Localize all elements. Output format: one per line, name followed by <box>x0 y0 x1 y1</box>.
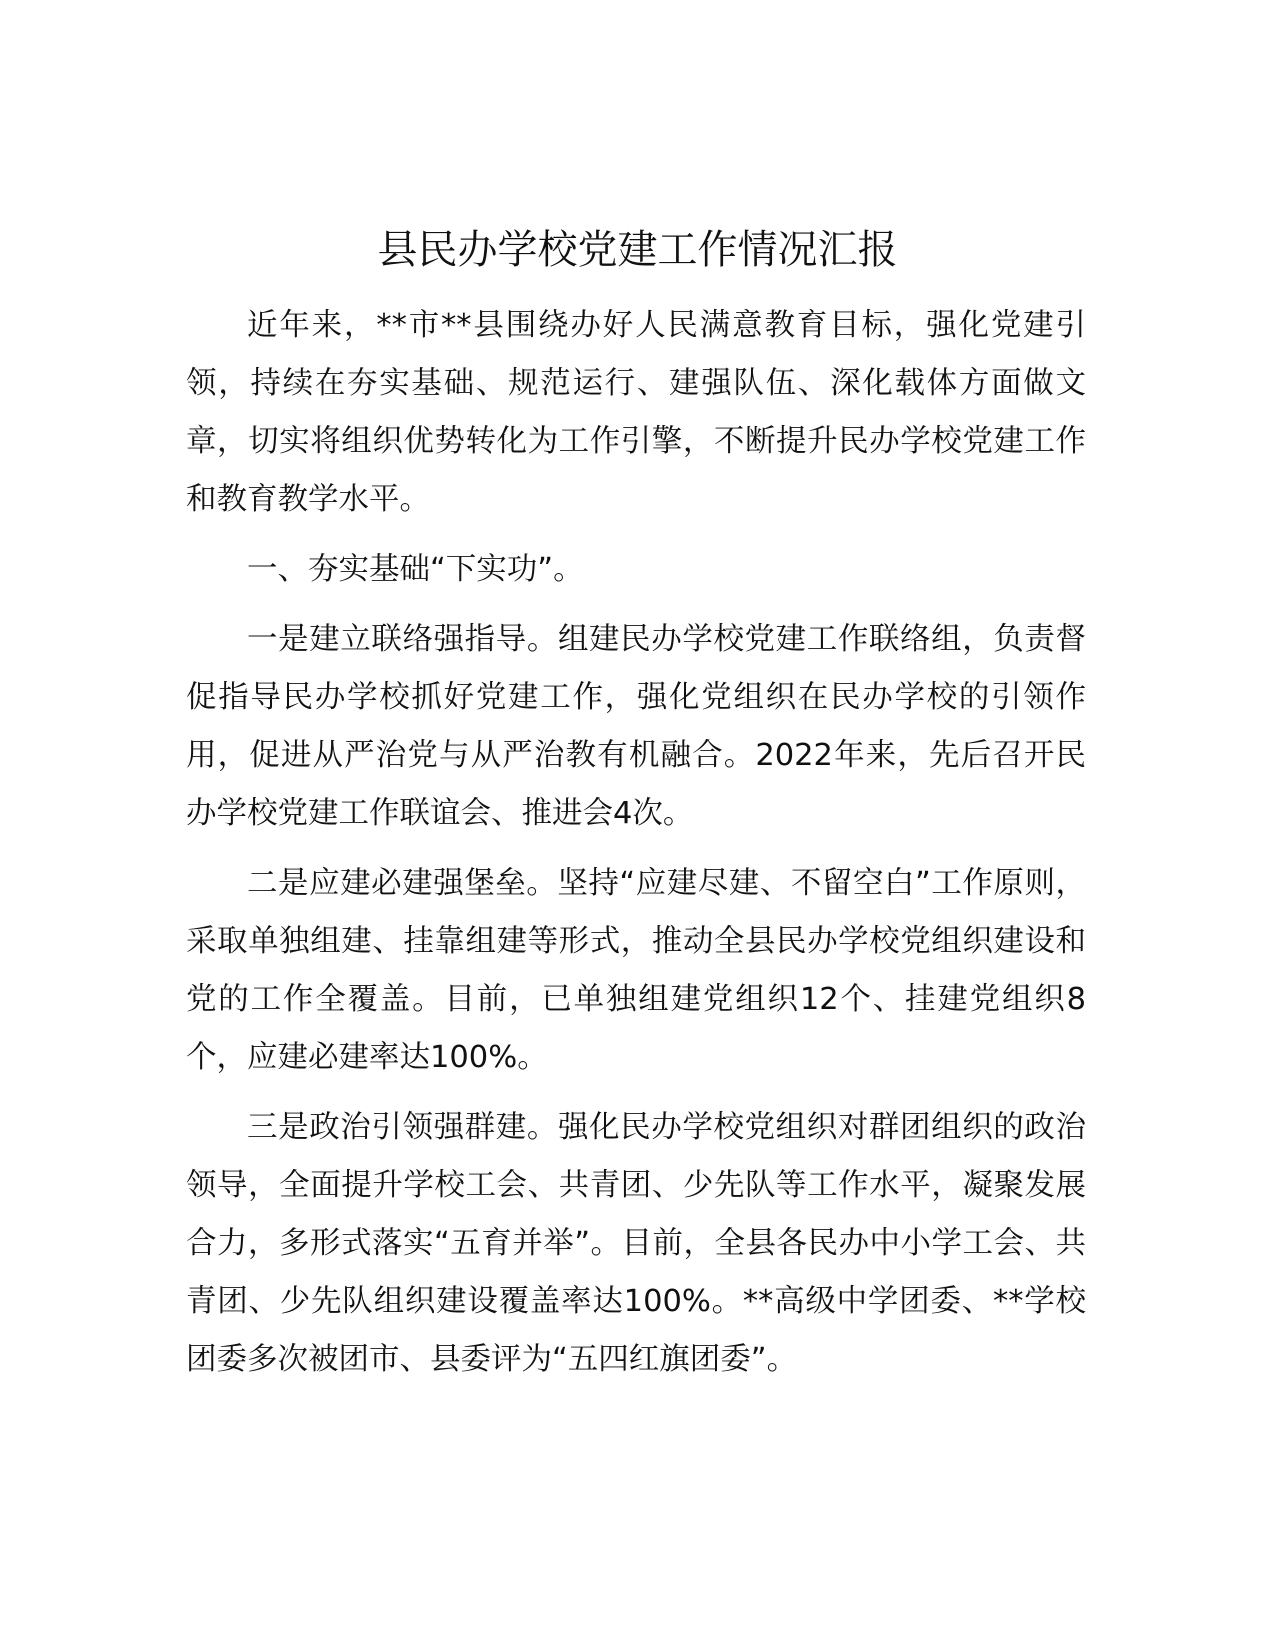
document-title: 县民办学校党建工作情况汇报 <box>377 227 898 273</box>
intro-paragraph: 近年来，**市**县围绕办好人民满意教育目标，强化党建引领，持续在夯实基础、规范运行、建强队伍、深化载体方面做文章，切实将组织优势转化为工作引擎，不断提升民办学校党建工作和教育教学水平。 <box>186 308 1086 517</box>
section-heading-1: 一、夯实基础“下实功”。 <box>247 552 584 587</box>
paragraph-item-2: 二是应建必建强堡垒。坚持“应建尽建、不留空白”工作原则，采取单独组建、挂靠组建等形式，推动全县民办学校党组织建设和党的工作全覆盖。目前，已单独组建党组织12个、挂建党组织8个，应建必建率达100%。 <box>186 866 1086 1075</box>
document-body <box>186 297 1086 1401</box>
paragraph-item-1: 一是建立联络强指导。组建民办学校党建工作联络组，负责督促指导民办学校抓好党建工作，强化党组织在民办学校的引领作用，促进从严治党与从严治教有机融合。2022年来，先后召开民办学校党建工作联谊会、推进会4次。 <box>186 622 1086 831</box>
paragraph-item-3: 三是政治引领强群建。强化民办学校党组织对群团组织的政治领导，全面提升学校工会、共青团、少先队等工作水平，凝聚发展合力，多形式落实“五育并举”。目前，全县各民办中小学工会、共青团、少先队组织建设覆盖率达100%。**高级中学团委、**学校团委多次被团市、县委评为“五四红旗团委”。 <box>186 1110 1086 1377</box>
